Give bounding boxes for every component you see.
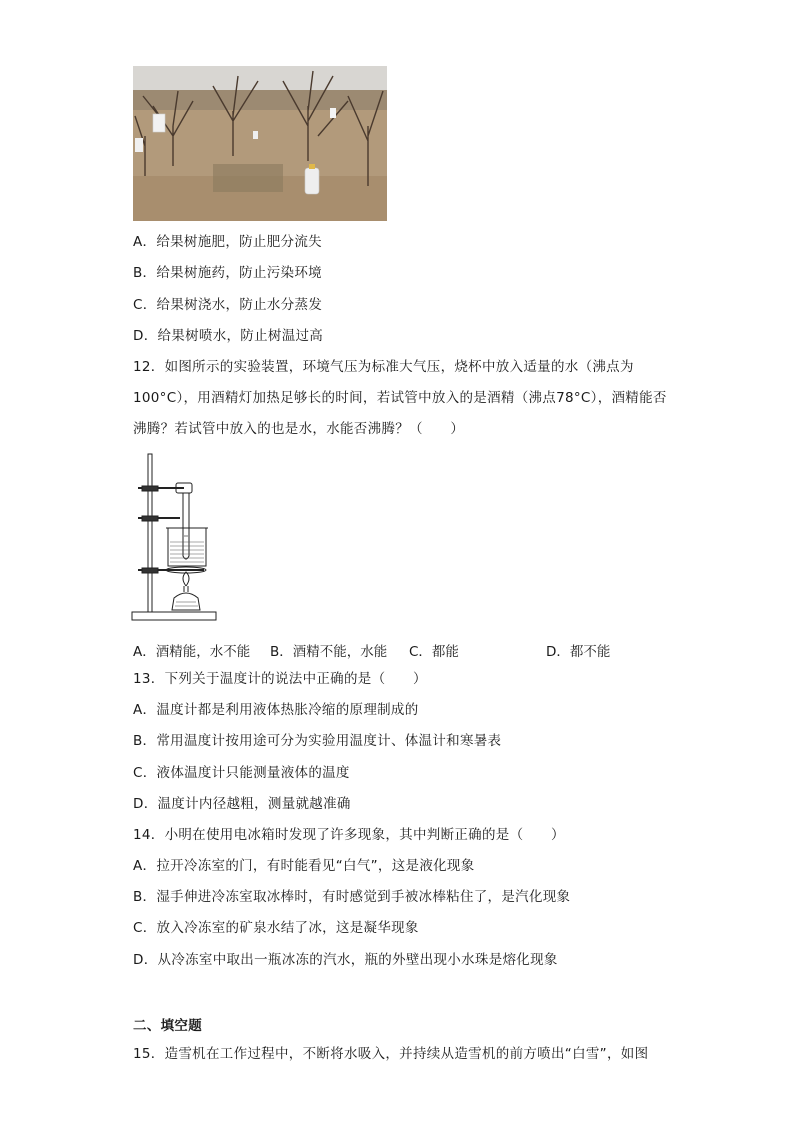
q13-option-d: D．温度计内径越粗，测量就越准确 — [133, 796, 351, 812]
q14-option-b: B．湿手伸进冷冻室取冰棒时，有时感觉到手被冰棒粘住了，是汽化现象 — [133, 889, 571, 905]
q11-option-c: C．给果树浇水，防止水分蒸发 — [133, 297, 323, 313]
q12-option-d: D．都不能 — [546, 644, 611, 660]
q12-stem-line2: 100°C），用酒精灯加热足够长的时间，若试管中放入的是酒精（沸点78°C），酒精能否 — [133, 390, 667, 406]
q13-stem: 13．下列关于温度计的说法中正确的是（ ） — [133, 671, 427, 687]
q11-option-d: D．给果树喷水，防止树温过高 — [133, 328, 324, 344]
q13-option-a: A．温度计都是利用液体热胀冷缩的原理制成的 — [133, 702, 419, 718]
q11-option-a: A．给果树施肥，防止肥分流失 — [133, 234, 322, 250]
section-title-fill-in: 二、填空题 — [133, 1018, 202, 1034]
q12-option-a: A．酒精能，水不能 — [133, 644, 251, 660]
q12-option-c: C．都能 — [409, 644, 459, 660]
q13-option-b: B．常用温度计按用途可分为实验用温度计、体温计和寒暑表 — [133, 733, 502, 749]
q14-option-d: D．从冷冻室中取出一瓶冰冻的汽水，瓶的外壁出现小水珠是熔化现象 — [133, 952, 558, 968]
q12-stem-line3: 沸腾？若试管中放入的也是水，水能否沸腾？（ ） — [133, 421, 465, 437]
apparatus-illustration — [128, 452, 223, 624]
orchard-photo-illustration — [133, 66, 387, 221]
q12-stem-line1: 12．如图所示的实验装置，环境气压为标准大气压，烧杯中放入适量的水（沸点为 — [133, 359, 634, 375]
q12-option-b: B．酒精不能，水能 — [270, 644, 388, 660]
q14-option-a: A．拉开冷冻室的门，有时能看见“白气”，这是液化现象 — [133, 858, 475, 874]
q14-stem: 14．小明在使用电冰箱时发现了许多现象，其中判断正确的是（ ） — [133, 827, 565, 843]
q13-option-c: C．液体温度计只能测量液体的温度 — [133, 765, 350, 781]
q12-options — [133, 640, 653, 660]
q11-option-b: B．给果树施药，防止污染环境 — [133, 265, 322, 281]
q15-stem-line1: 15．造雪机在工作过程中，不断将水吸入，并持续从造雪机的前方喷出“白雪”，如图 — [133, 1046, 649, 1062]
q14-option-c: C．放入冷冻室的矿泉水结了冰，这是凝华现象 — [133, 920, 419, 936]
boiling-apparatus-diagram — [128, 452, 223, 624]
orchard-photo — [133, 66, 387, 221]
